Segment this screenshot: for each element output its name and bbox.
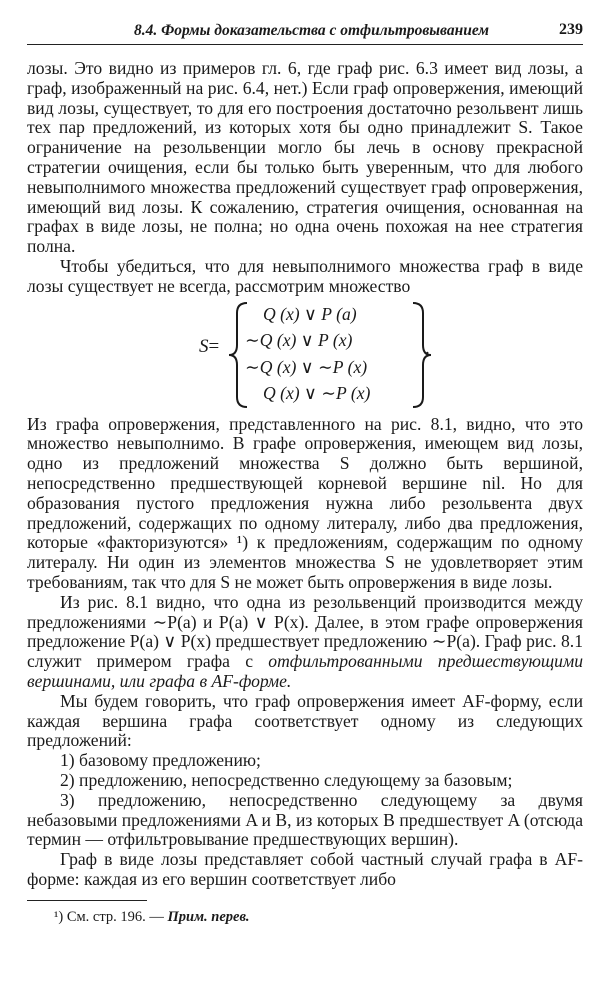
formula-line-4: Q (x) ∨ ∼P (x) bbox=[263, 383, 371, 404]
paragraph-1: лозы. Это видно из примеров гл. 6, где граф рис. 6.3 имеет вид лозы, а граф, изображенный на рис. 6.4, нет.) Если граф опровержения, имеющий вид лозы, существует, то для его построения достаточно резольвент лишь тех пар предложений, из которых хотя бы одно принадлежит S. Такое ограничение на резольвенции могло бы лечь в основу прекрасной стратегии очищения, если бы только быть уверенным, что для любого невыполнимого множества предложений существует граф опровержения, имеющий вид лозы. К сожалению, стратегия очищения, основанная на графах в виде лозы, не полна; но одна очень похожая на нее стратегия полна. bbox=[27, 58, 583, 257]
paragraph-6: Граф в виде лозы представляет собой частный случай графа в AF-форме: каждая из его вершин соответствует либо bbox=[27, 849, 583, 889]
running-header bbox=[27, 20, 583, 45]
paragraph-3: Из графа опровержения, представленного на рис. 8.1, видно, что это множество невыполнимо. В графе опровержения, имеющем вид лозы, одно из предложений множества S должно быть вершиной, непосредственно предшествующей корневой вершине nil. Но для образования пустого предложения нужна либо резольвента двух предложений, содержащих по одному литералу, либо два предложения, которые «факторизуются» ¹) к предложениям, содержащим по одному литералу. Ни один из элементов множества S не удовлетворяет этим требованиям, так что для S не может быть опровержения в виде лозы. bbox=[27, 413, 583, 592]
page-number: 239 bbox=[559, 21, 583, 38]
formula-period: . bbox=[425, 337, 430, 359]
paragraph-5: Мы будем говорить, что граф опровержения имеет AF-форму, если каждая вершина графа соответствует одному из следующих предложений: bbox=[27, 690, 583, 751]
list-item-3: 3) предложению, непосредственно следующему за двумя небазовыми предложениями A и B, из которых B предшествует A (отсюда термин — отфильтровывание предшествующих вершин). bbox=[27, 789, 583, 850]
formula-line-2: ∼Q (x) ∨ P (x) bbox=[245, 330, 353, 351]
footnote-divider bbox=[27, 900, 147, 901]
footnote-text: См. стр. 196. — bbox=[66, 908, 164, 925]
paragraph-2: Чтобы убедиться, что для невыполнимого множества граф в виде лозы существует не всегда, рассмотрим множество bbox=[27, 255, 583, 296]
af-form-term: отфильтрованными предшествующими вершинами, или графа в AF-форме. bbox=[27, 651, 584, 691]
formula-line-3: ∼Q (x) ∨ ∼P (x) bbox=[245, 356, 368, 377]
set-formula bbox=[27, 299, 583, 411]
paragraph-4: Из рис. 8.1 видно, что одна из резольвенций производится между предложениями ∼P(a) и P(a) ∨ P(x). Далее, в этом графе опровержения предложение P(a) ∨ P(x) предшествует предложению ∼P(a). Граф рис. 8.1 служит примером графа с отфильтрованными предшествующими вершинами, или графа в AF-форме. bbox=[27, 591, 584, 691]
footnote bbox=[27, 909, 583, 926]
book-page bbox=[27, 20, 583, 926]
formula-lhs: S= bbox=[199, 335, 220, 357]
list-item-2: 2) предложению, непосредственно следующему за базовым; bbox=[60, 769, 513, 790]
formula-lines bbox=[245, 301, 405, 407]
footnote-mark: ¹) bbox=[54, 908, 64, 925]
body-text bbox=[27, 59, 583, 890]
formula-line-1: Q (x) ∨ P (a) bbox=[263, 303, 357, 324]
section-title: 8.4. Формы доказательства с отфильтровыванием bbox=[134, 22, 489, 39]
list-item-1: 1) базовому предложению; bbox=[60, 750, 261, 771]
footnote-note: Прим. перев. bbox=[167, 908, 250, 925]
